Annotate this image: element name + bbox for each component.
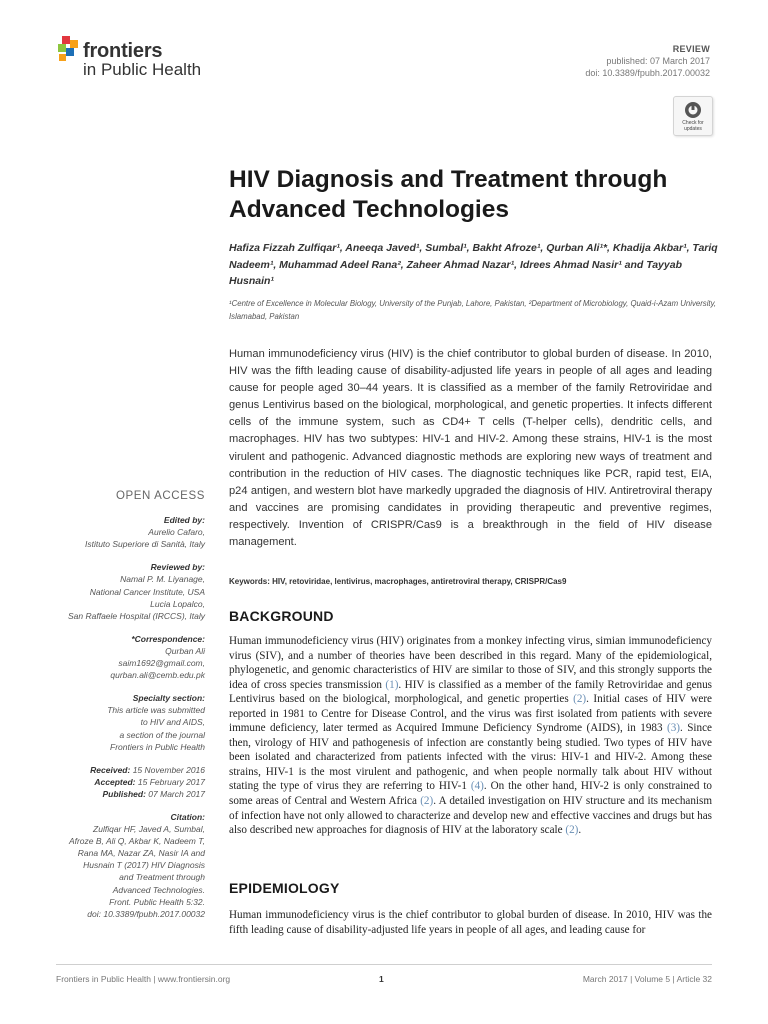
reviewed-by-label: Reviewed by: [150,562,205,573]
frontiers-logo-icon [56,34,80,64]
citation-line: Front. Public Health 5:32. [109,896,205,907]
text-segment: . Since then, virology of HIV and pathogenesis of infection are constantly being studied. Two types of HIV have been isolated and characterized from patients infected with the virus: HIV-1 and HIV-2. Among these strains, HIV-1 is the most virulent and pathogenic, and when people normally talk about HIV without stating the type of virus they are referring to HIV-1 [229,722,712,793]
published-date-sidebar: 07 March 2017 [148,788,205,799]
text-segment: Human immunodeficiency virus (HIV) originates from a monkey infecting virus, simian immunodeficiency virus (SIV), and a number of theories have been described in this regard. Many of the epidemiological, phylogenetic, and genomic characteristics of HIV are similar to those of SIV, and this strongly supports the idea of cross species transmission [229,635,712,691]
text-segment: . HIV is classified as a member of the family Retroviridae and genus Lentivirus based on the biological, morphological, and genetic properties [229,678,713,706]
section-heading-epidemiology: EPIDEMIOLOGY [229,880,340,896]
published-label: Published: [102,788,146,799]
accepted-row [52,776,205,788]
correspondence-label: *Correspondence: [131,633,205,644]
specialty-block [52,692,205,752]
affiliations: ¹Centre of Excellence in Molecular Biology, University of the Punjab, Lahore, Pakistan, ²Department of Microbiology, Quaid-i-Azam University, Islamabad, Pakistan [229,299,717,321]
reviewer-name: Lucia Lopalco, [150,598,205,609]
open-access-label: OPEN ACCESS [115,490,205,502]
doi-link[interactable]: doi: 10.3389/fpubh.2017.00032 [585,68,710,78]
journal-name-line1: frontiers [83,40,163,62]
edited-by-block [52,514,205,550]
article-info-sidebar [52,490,205,931]
received-row [52,764,205,776]
correspondent-name: Qurban Ali [165,645,205,656]
editor-affiliation: Istituto Superiore di Sanità, Italy [84,539,205,550]
citation-block [52,811,205,920]
text-segment: . On the other hand, HIV-2 is only constrained to some areas of Central and Western Africa [229,780,712,808]
received-date: 15 November 2016 [132,764,205,775]
section-heading-background: BACKGROUND [229,608,334,624]
page-number: 1 [379,974,384,984]
check-updates-label: Check for updates [682,120,704,132]
epidemiology-paragraph: Human immunodeficiency virus is the chief contributor to global burden of disease. In 2010, HIV was the fifth leading cause of disability-adjusted life years in people of all ages, and leading cause for [229,909,712,936]
check-updates-icon [674,97,712,121]
specialty-line: a section of the journal [119,729,205,740]
footer-volume-info: March 2017 | Volume 5 | Article 32 [582,974,712,984]
reviewed-by-block [52,561,205,621]
citation-line: Zulfiqar HF, Javed A, Sumbal, [93,824,205,835]
accepted-date: 15 February 2017 [137,776,205,787]
footer-divider [56,964,712,965]
author-list: Hafiza Fizzah Zulfiqar¹, Aneeqa Javed¹, Sumbal¹, Bakht Afroze¹, Qurban Ali¹*, Khadija Akbar¹, Tariq Nadeem¹, Muhammad Adeel Rana², Zaheer Ahmad Nazar¹, Idrees Ahmad Nasir¹ and Tayyab Husnain¹ [229,242,718,287]
text-segment: . Initial cases of HIV were reported in 1981 to Centre for Disease Control, and the virus was first isolated from patients with severe immune deficiency, later termed as Acquired Immune Deficiency Syndrome (AIDS), in 1983 [229,693,712,735]
dates-block [52,764,205,800]
email-link[interactable]: saim1692@gmail.com, [118,658,205,669]
keywords: Keywords: HIV, retoviridae, lentivirus, macrophages, antiretroviral therapy, CRISPR/Cas9 [229,577,567,586]
citation-link[interactable]: (2) [573,693,587,706]
edited-by-label: Edited by: [163,515,205,526]
text-segment: . A detailed investigation on HIV structure and its mechanism of infection have not only allowed to characterize and develop new and effective vaccines and drugs but has also described new approaches for diagnosis of HIV at the laboratory scale [229,795,713,837]
citation-link[interactable]: (2) [420,795,434,808]
specialty-line: Frontiers in Public Health [110,741,205,752]
citation-line: Advanced Technologies. [112,884,205,895]
citation-doi[interactable]: doi: 10.3389/fpubh.2017.00032 [87,908,205,919]
article-type: REVIEW [672,44,710,54]
specialty-label: Specialty section: [132,693,205,704]
citation-link[interactable]: (2) [565,824,579,837]
abstract: Human immunodeficiency virus (HIV) is the chief contributor to global burden of disease. In 2010, HIV was the fifth leading cause of disability-adjusted life years in people of all ages and leading cause for people aged 30–44 years. It is classified as a member of the family Retroviridae and genus Lentivirus based on the biological, morphological, and genetic properties. It infects different cells of the immune system, such as CD4+ T cells (T-helper cells), dendritic cells, and macrophages. HIV has two subtypes: HIV-1 and HIV-2. Among these strains, HIV-1 is the most virulent and pathogenic. Advanced diagnostic methods are exploring new ways of treatment and contribution in the reduction of HIV cases. The diagnostic techniques like PCR, rapid test, EIA, p24 antigen, and western blot have markedly upgraded the diagnosis of HIV. Antiretroviral therapy and vaccines are promising candidates in providing therapeutic and preventive regimes, respectively. Invention of CRISPR/Cas9 is a breakthrough in the field of HIV disease management. [229,348,712,549]
accepted-label: Accepted: [94,776,136,787]
citation-link[interactable]: (4) [470,780,484,793]
article-title: HIV Diagnosis and Treatment through Advanced Technologies [229,166,668,223]
footer-journal-link[interactable]: Frontiers in Public Health | www.frontiersin.org [56,974,231,984]
text-segment: . [578,824,582,837]
check-for-updates-button[interactable] [673,96,713,136]
citation-line: and Treatment through [119,872,205,883]
reviewer-affiliation: National Cancer Institute, USA [89,586,205,597]
citation-label: Citation: [170,811,205,822]
reviewer-affiliation: San Raffaele Hospital (IRCCS), Italy [68,610,205,621]
citation-line: Afroze B, Ali Q, Akbar K, Nadeem T, [68,836,205,847]
citation-link[interactable]: (3) [667,722,681,735]
received-label: Received: [90,764,131,775]
specialty-line: to HIV and AIDS, [140,717,205,728]
editor-name: Aurelio Cafaro, [148,527,205,538]
background-paragraph [229,634,712,838]
published-date: published: 07 March 2017 [606,56,710,66]
email-link[interactable]: qurban.ali@cemb.edu.pk [110,670,205,681]
journal-name-line2: in Public Health [83,60,202,79]
journal-logo [56,34,226,84]
reviewer-name: Namal P. M. Liyanage, [120,574,205,585]
correspondence-block [52,633,205,681]
specialty-line: This article was submitted [107,705,205,716]
citation-line: Husnain T (2017) HIV Diagnosis [83,860,205,871]
citation-link[interactable]: (1) [385,678,399,691]
published-row [52,788,205,800]
citation-line: Rana MA, Nazar ZA, Nasir IA and [77,848,205,859]
